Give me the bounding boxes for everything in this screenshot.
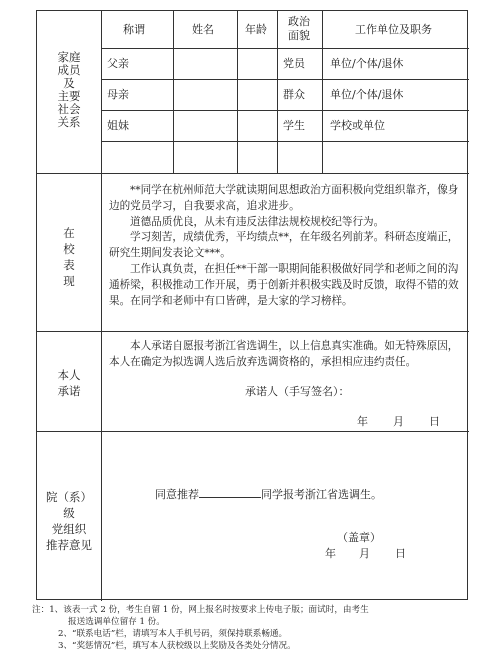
performance-paragraph: **同学在杭州师范大学就读期间思想政治方面积极向党组织靠齐，像身边的党员学习，自我要求高，追求进步。 bbox=[109, 184, 459, 212]
header-age: 年龄 bbox=[245, 23, 267, 36]
performance-paragraph: 工作认真负责，在担任**干部一职期间能积极做好同学和老师之间的沟通桥梁，积极推动工作开展，勇于创新并积极实践及时反馈，取得不错的效果。在同学和老师中有口皆碑，是大家的学习榜样。 bbox=[109, 262, 459, 307]
performance-paragraph: 道德品质优良，从未有违反法律法规校规校纪等行为。 bbox=[130, 215, 385, 228]
note-line: 3、“奖惩情况”栏，填写本人获校级以上奖励及各类处分情况。 bbox=[58, 641, 296, 651]
recommend-date-year: 年 bbox=[325, 547, 336, 560]
row-work: 单位/个体/退休 bbox=[330, 88, 404, 101]
pledge-date-month: 月 bbox=[393, 415, 404, 428]
row-relation: 父亲 bbox=[107, 57, 129, 70]
form-notes bbox=[32, 604, 478, 652]
signature-label: 承诺人（手写签名）： bbox=[245, 385, 350, 398]
school-performance-text bbox=[109, 183, 459, 309]
row-political: 学生 bbox=[283, 119, 305, 132]
header-relation: 称谓 bbox=[123, 23, 145, 36]
note-line: 报送选调单位留存 1 份。 bbox=[68, 617, 165, 627]
row-work: 学校或单位 bbox=[330, 119, 385, 132]
recommend-date-month: 月 bbox=[359, 547, 370, 560]
row-work: 单位/个体/退休 bbox=[330, 57, 404, 70]
school-section-label: 在 校 表 现 bbox=[63, 226, 75, 288]
student-name-blank[interactable] bbox=[199, 487, 261, 498]
pledge-text: 本人承诺自愿报考浙江省选调生，以上信息真实准确。如无特殊原因，本人在确定为拟选调人选后放弃选调资格的，承担相应违约责任。 bbox=[109, 340, 459, 368]
pledge-date-year: 年 bbox=[357, 415, 368, 428]
family-section-label: 家庭 成员 及 主要 社会 关系 bbox=[57, 50, 81, 129]
performance-paragraph: 学习刻苦，成绩优秀，平均绩点**，在年级名列前茅。科研态度端正，研究生期间发表论文***。 bbox=[109, 231, 459, 260]
pledge-section-label: 本人 承诺 bbox=[57, 368, 81, 398]
row-political: 党员 bbox=[283, 57, 305, 70]
note-line: 注：1、该表一式 2 份，考生自留 1 份，网上报名时按要求上传电子版；面试时，由考生 bbox=[32, 605, 369, 615]
seal-label: （盖章） bbox=[337, 531, 381, 544]
header-work: 工作单位及职务 bbox=[355, 23, 432, 36]
header-name: 姓名 bbox=[192, 23, 214, 36]
recommend-text: 同意推荐 同学报考浙江省选调生。 bbox=[155, 488, 382, 501]
application-form bbox=[36, 10, 468, 600]
row-political: 群众 bbox=[283, 88, 305, 101]
pledge-date-day: 日 bbox=[429, 415, 440, 428]
recommend-section-label: 院（系） 级 党组织 推荐意见 bbox=[46, 490, 92, 552]
header-political: 政治 面貌 bbox=[288, 15, 310, 42]
note-line: 2、“联系电话”栏，请填写本人手机号码，须保持联系畅通。 bbox=[58, 629, 288, 639]
recommend-date-day: 日 bbox=[395, 547, 406, 560]
row-relation: 姐妹 bbox=[107, 119, 129, 132]
row-relation: 母亲 bbox=[107, 88, 129, 101]
